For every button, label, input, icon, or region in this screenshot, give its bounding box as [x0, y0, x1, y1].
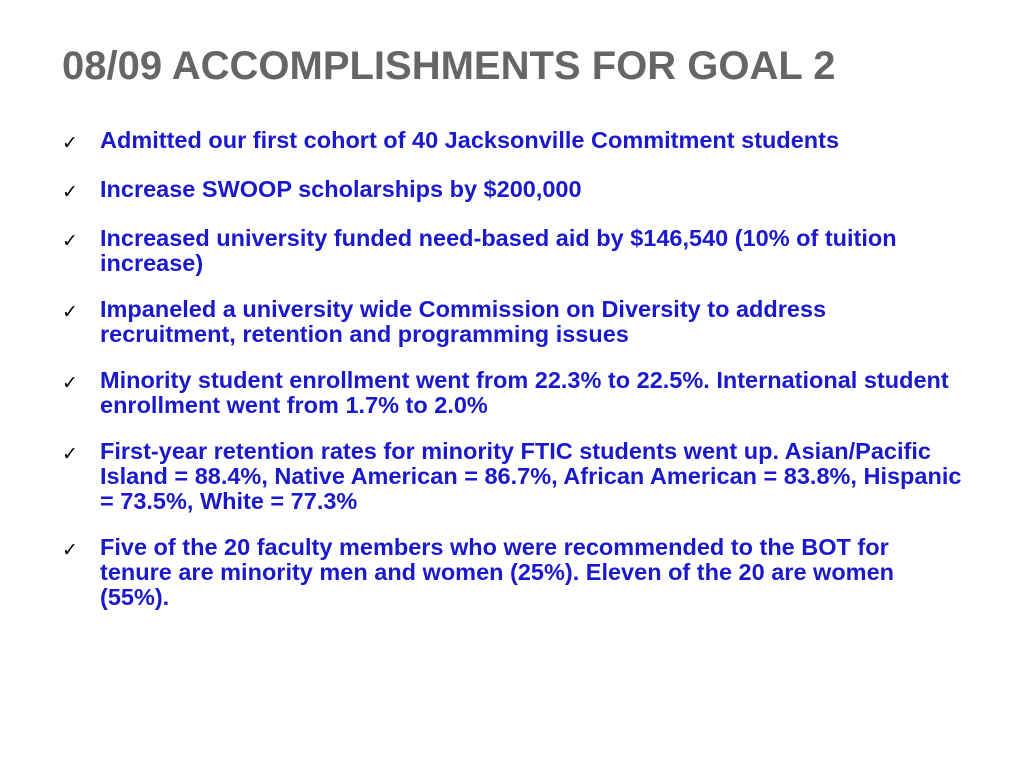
checkmark-icon: ✓: [62, 181, 78, 203]
bullet-text: First-year retention rates for minority FTIC students went up. Asian/Pacific Island = 88.4%, Native American = 86.7%, African American = 83.8%, Hispanic = 73.5%, White = 77.3%: [100, 438, 962, 514]
list-item: [62, 177, 962, 205]
list-item: [62, 368, 962, 418]
checkmark-icon: ✓: [62, 539, 78, 561]
checkmark-icon: ✓: [62, 372, 78, 394]
checkmark-icon: ✓: [62, 301, 78, 323]
bullet-text: Impaneled a university wide Commission on Diversity to address recruitment, retention and programming issues: [100, 296, 827, 347]
bullet-text: Increased university funded need-based aid by $146,540 (10% of tuition increase): [100, 225, 897, 276]
bullet-text: Admitted our first cohort of 40 Jacksonville Commitment students: [100, 127, 840, 153]
slide-title: 08/09 ACCOMPLISHMENTS FOR GOAL 2: [62, 44, 836, 88]
bullet-text: Minority student enrollment went from 22.3% to 22.5%. International student enrollment went from 1.7% to 2.0%: [100, 367, 949, 418]
checkmark-icon: ✓: [62, 443, 78, 465]
list-item: [62, 439, 962, 514]
list-item: [62, 535, 962, 610]
bullet-text: Five of the 20 faculty members who were recommended to the BOT for tenure are minority men and women (25%). Eleven of the 20 are women (55%).: [100, 534, 894, 610]
list-item: [62, 226, 962, 276]
list-item: [62, 128, 962, 156]
checkmark-icon: ✓: [62, 132, 78, 154]
checkmark-icon: ✓: [62, 230, 78, 252]
list-item: [62, 297, 962, 347]
accomplishments-list: [62, 128, 962, 631]
bullet-text: Increase SWOOP scholarships by $200,000: [100, 176, 582, 202]
